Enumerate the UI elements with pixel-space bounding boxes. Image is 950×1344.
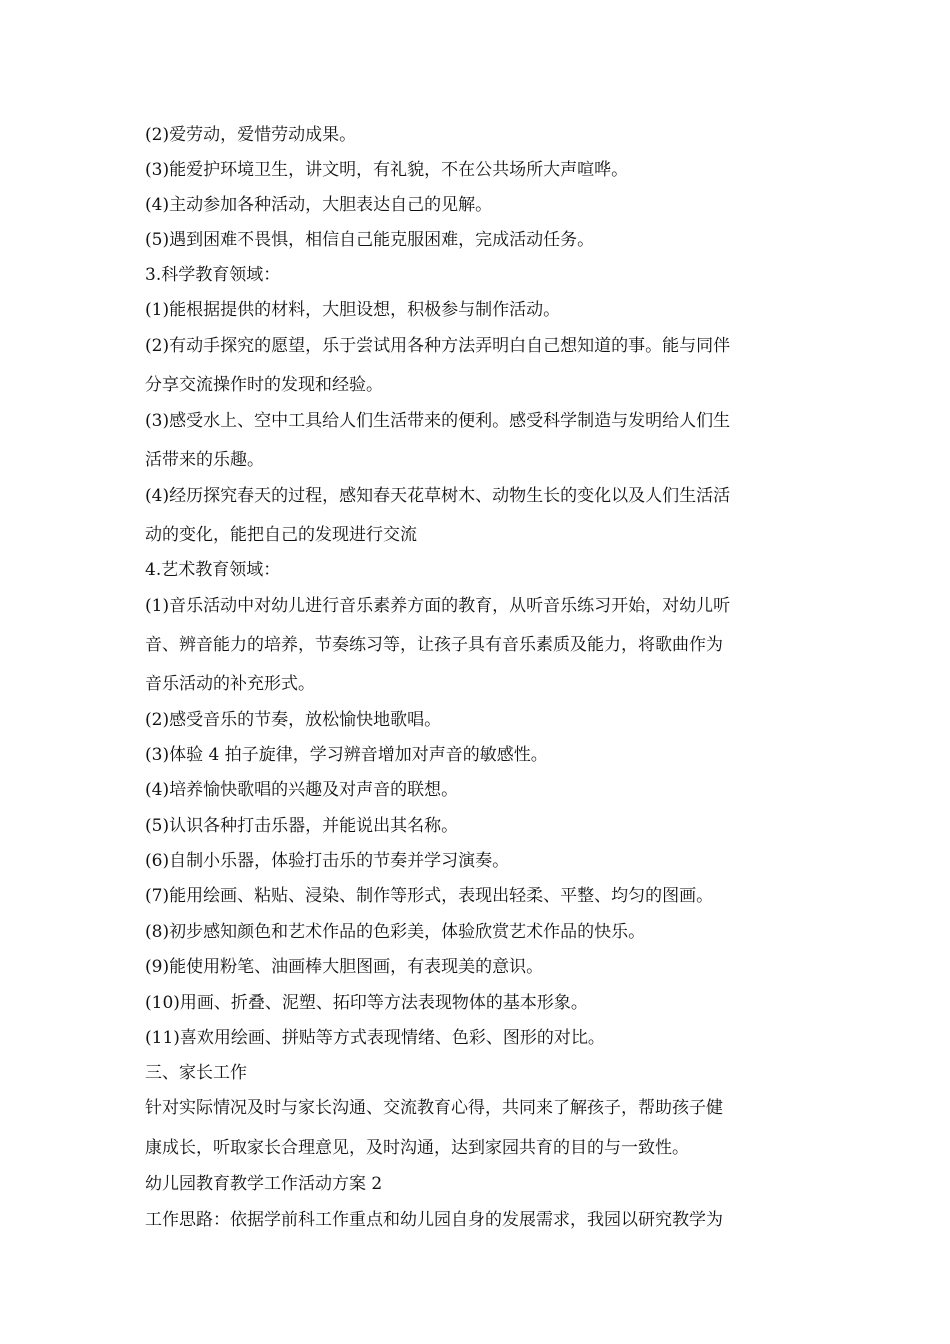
paragraph-line: (5)认识各种打击乐器，并能说出其名称。 xyxy=(145,816,459,836)
paragraph-line: 分享交流操作时的发现和经验。 xyxy=(145,375,383,395)
paragraph-line: (3)感受水上、空中工具给人们生活带来的便利。感受科学制造与发明给人们生 xyxy=(145,411,731,431)
paragraph-line: (11)喜欢用绘画、拼贴等方式表现情绪、色彩、图形的对比。 xyxy=(145,1028,605,1048)
paragraph-line: (5)遇到困难不畏惧，相信自己能克服困难，完成活动任务。 xyxy=(145,230,595,250)
paragraph-line: 音、辨音能力的培养，节奏练习等，让孩子具有音乐素质及能力，将歌曲作为 xyxy=(145,635,723,655)
paragraph-line: (3)体验 4 拍子旋律，学习辨音增加对声音的敏感性。 xyxy=(145,745,548,765)
paragraph-line: 康成长，听取家长合理意见，及时沟通，达到家园共育的目的与一致性。 xyxy=(145,1138,689,1158)
paragraph-line: (6)自制小乐器，体验打击乐的节奏并学习演奏。 xyxy=(145,851,510,871)
paragraph-line: 针对实际情况及时与家长沟通、交流教育心得，共同来了解孩子，帮助孩子健 xyxy=(145,1098,723,1118)
section-heading: 幼儿园教育教学工作活动方案 2 xyxy=(145,1174,383,1194)
paragraph-line: (3)能爱护环境卫生，讲文明，有礼貌，不在公共场所大声喧哗。 xyxy=(145,160,629,180)
paragraph-line: 工作思路：依据学前科工作重点和幼儿园自身的发展需求，我园以研究教学为 xyxy=(145,1210,723,1230)
paragraph-line: (7)能用绘画、粘贴、浸染、制作等形式，表现出轻柔、平整、均匀的图画。 xyxy=(145,886,714,906)
paragraph-line: (9)能使用粉笔、油画棒大胆图画，有表现美的意识。 xyxy=(145,957,544,977)
paragraph-line: (4)培养愉快歌唱的兴趣及对声音的联想。 xyxy=(145,780,459,800)
paragraph-line: (10)用画、折叠、泥塑、拓印等方法表现物体的基本形象。 xyxy=(145,993,588,1013)
paragraph-line: (4)经历探究春天的过程，感知春天花草树木、动物生长的变化以及人们生活活 xyxy=(145,486,731,506)
paragraph-line: (4)主动参加各种活动，大胆表达自己的见解。 xyxy=(145,195,493,215)
paragraph-line: (2)有动手探究的愿望，乐于尝试用各种方法弄明白自己想知道的事。能与同伴 xyxy=(145,336,731,356)
paragraph-line: (2)爱劳动，爱惜劳动成果。 xyxy=(145,125,357,145)
paragraph-line: 活带来的乐趣。 xyxy=(145,450,264,470)
paragraph-line: (8)初步感知颜色和艺术作品的色彩美，体验欣赏艺术作品的快乐。 xyxy=(145,922,646,942)
paragraph-line: (1)音乐活动中对幼儿进行音乐素养方面的教育，从听音乐练习开始，对幼儿听 xyxy=(145,596,731,616)
document-body xyxy=(145,117,810,1238)
paragraph-line: (2)感受音乐的节奏，放松愉快地歌唱。 xyxy=(145,710,442,730)
paragraph-line: 音乐活动的补充形式。 xyxy=(145,674,315,694)
section-heading: 三、家长工作 xyxy=(145,1063,247,1083)
section-heading: 3.科学教育领域： xyxy=(145,265,281,285)
paragraph-line: (1)能根据提供的材料，大胆设想，积极参与制作活动。 xyxy=(145,300,561,320)
section-heading: 4.艺术教育领域： xyxy=(145,560,281,580)
paragraph-line: 动的变化，能把自己的发现进行交流 xyxy=(145,525,417,545)
